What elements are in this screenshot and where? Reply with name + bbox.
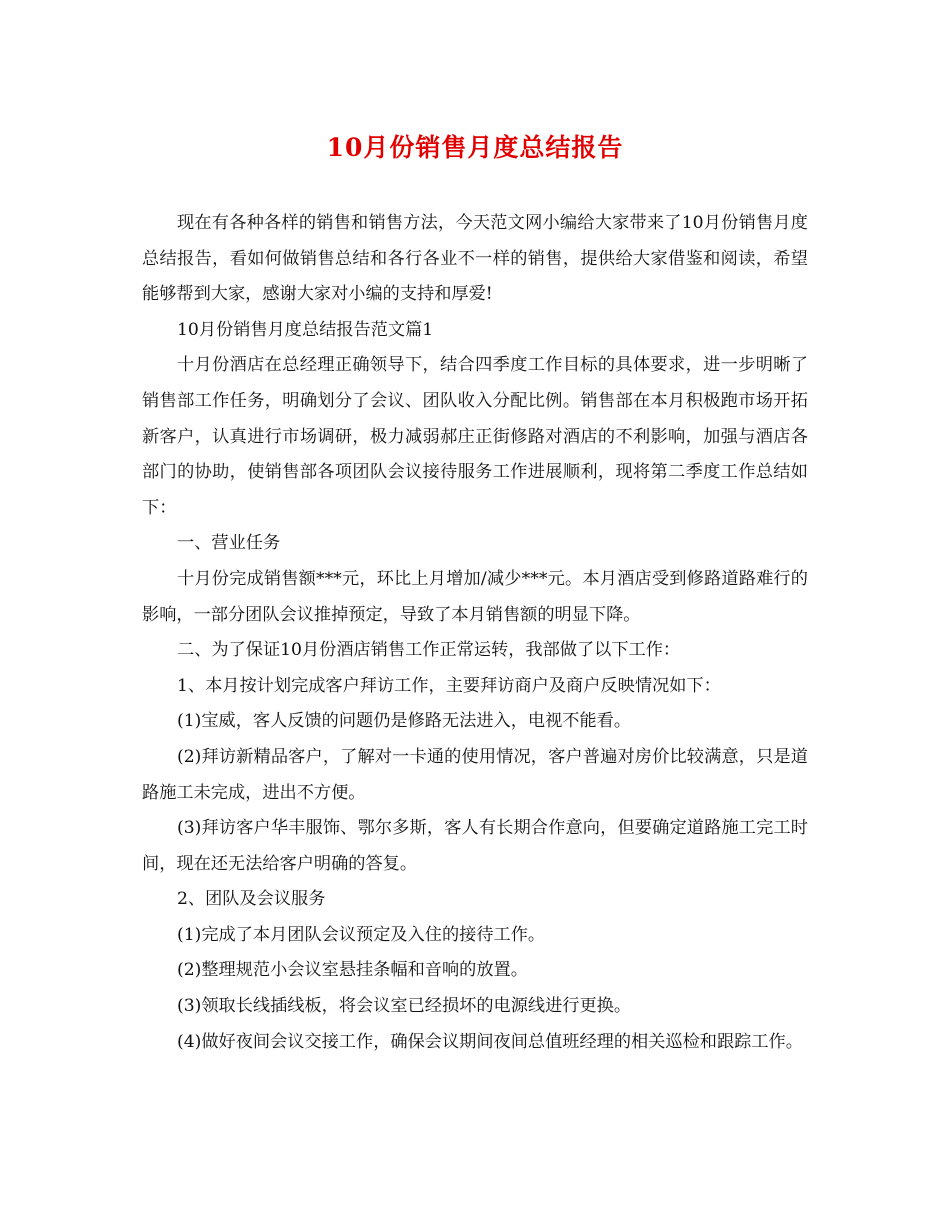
document-body xyxy=(142,206,808,1060)
list-item: (2)整理规范小会议室悬挂条幅和音响的放置。 xyxy=(177,960,528,981)
heading-business-task: 一、营业任务 xyxy=(177,533,281,554)
intro-paragraph: 现在有各种各样的销售和销售方法，今天范文网小编给大家带来了10月份销售月度总结报告，看如何做销售总结和各行各业不一样的销售，提供给大家借鉴和阅读，希望能够帮到大家，感谢大家对小编的支持和厚爱! xyxy=(142,213,808,305)
subheading-client-visits: 1、本月按计划完成客户拜访工作，主要拜访商户及商户反映情况如下： xyxy=(177,675,721,696)
heading-work-done: 二、为了保证10月份酒店销售工作正常运转，我部做了以下工作： xyxy=(177,640,681,661)
list-item: (4)做好夜间会议交接工作，确保会议期间夜间总值班经理的相关巡检和跟踪工作。 xyxy=(177,1031,803,1052)
list-item: (1)宝威，客人反馈的问题仍是修路无法进入，电视不能看。 xyxy=(177,711,632,732)
sales-paragraph: 十月份完成销售额***元，环比上月增加/减少***元。本月酒店受到修路道路难行的影响，一部分团队会议推掉预定，导致了本月销售额的明显下降。 xyxy=(142,568,808,625)
section-heading-sample-1: 10月份销售月度总结报告范文篇1 xyxy=(177,319,434,340)
list-item: (3)拜访客户华丰服饰、鄂尔多斯，客人有长期合作意向，但要确定道路施工完工时间，现在还无法给客户明确的答复。 xyxy=(142,818,808,874)
list-item: (1)完成了本月团队会议预定及入住的接待工作。 xyxy=(177,924,546,945)
list-item: (2)拜访新精品客户，了解对一卡通的使用情况，客户普遍对房价比较满意，只是道路施工未完成，进出不方便。 xyxy=(142,746,808,803)
overview-paragraph: 十月份酒店在总经理正确领导下，结合四季度工作目标的具体要求，进一步明晰了销售部工作任务，明确划分了会议、团队收入分配比例。销售部在本月积极跑市场开拓新客户，认真进行市场调研，极力减弱郝庄正街修路对酒店的不利影响，加强与酒店各部门的协助，使销售部各项团队会议接待服务工作进展顺利，现将第二季度工作总结如下： xyxy=(142,355,808,518)
subheading-team-meeting: 2、团队及会议服务 xyxy=(177,889,326,910)
document-title: 10月份销售月度总结报告 xyxy=(326,133,624,162)
list-item: (3)领取长线插线板，将会议室已经损坏的电源线进行更换。 xyxy=(177,996,632,1017)
